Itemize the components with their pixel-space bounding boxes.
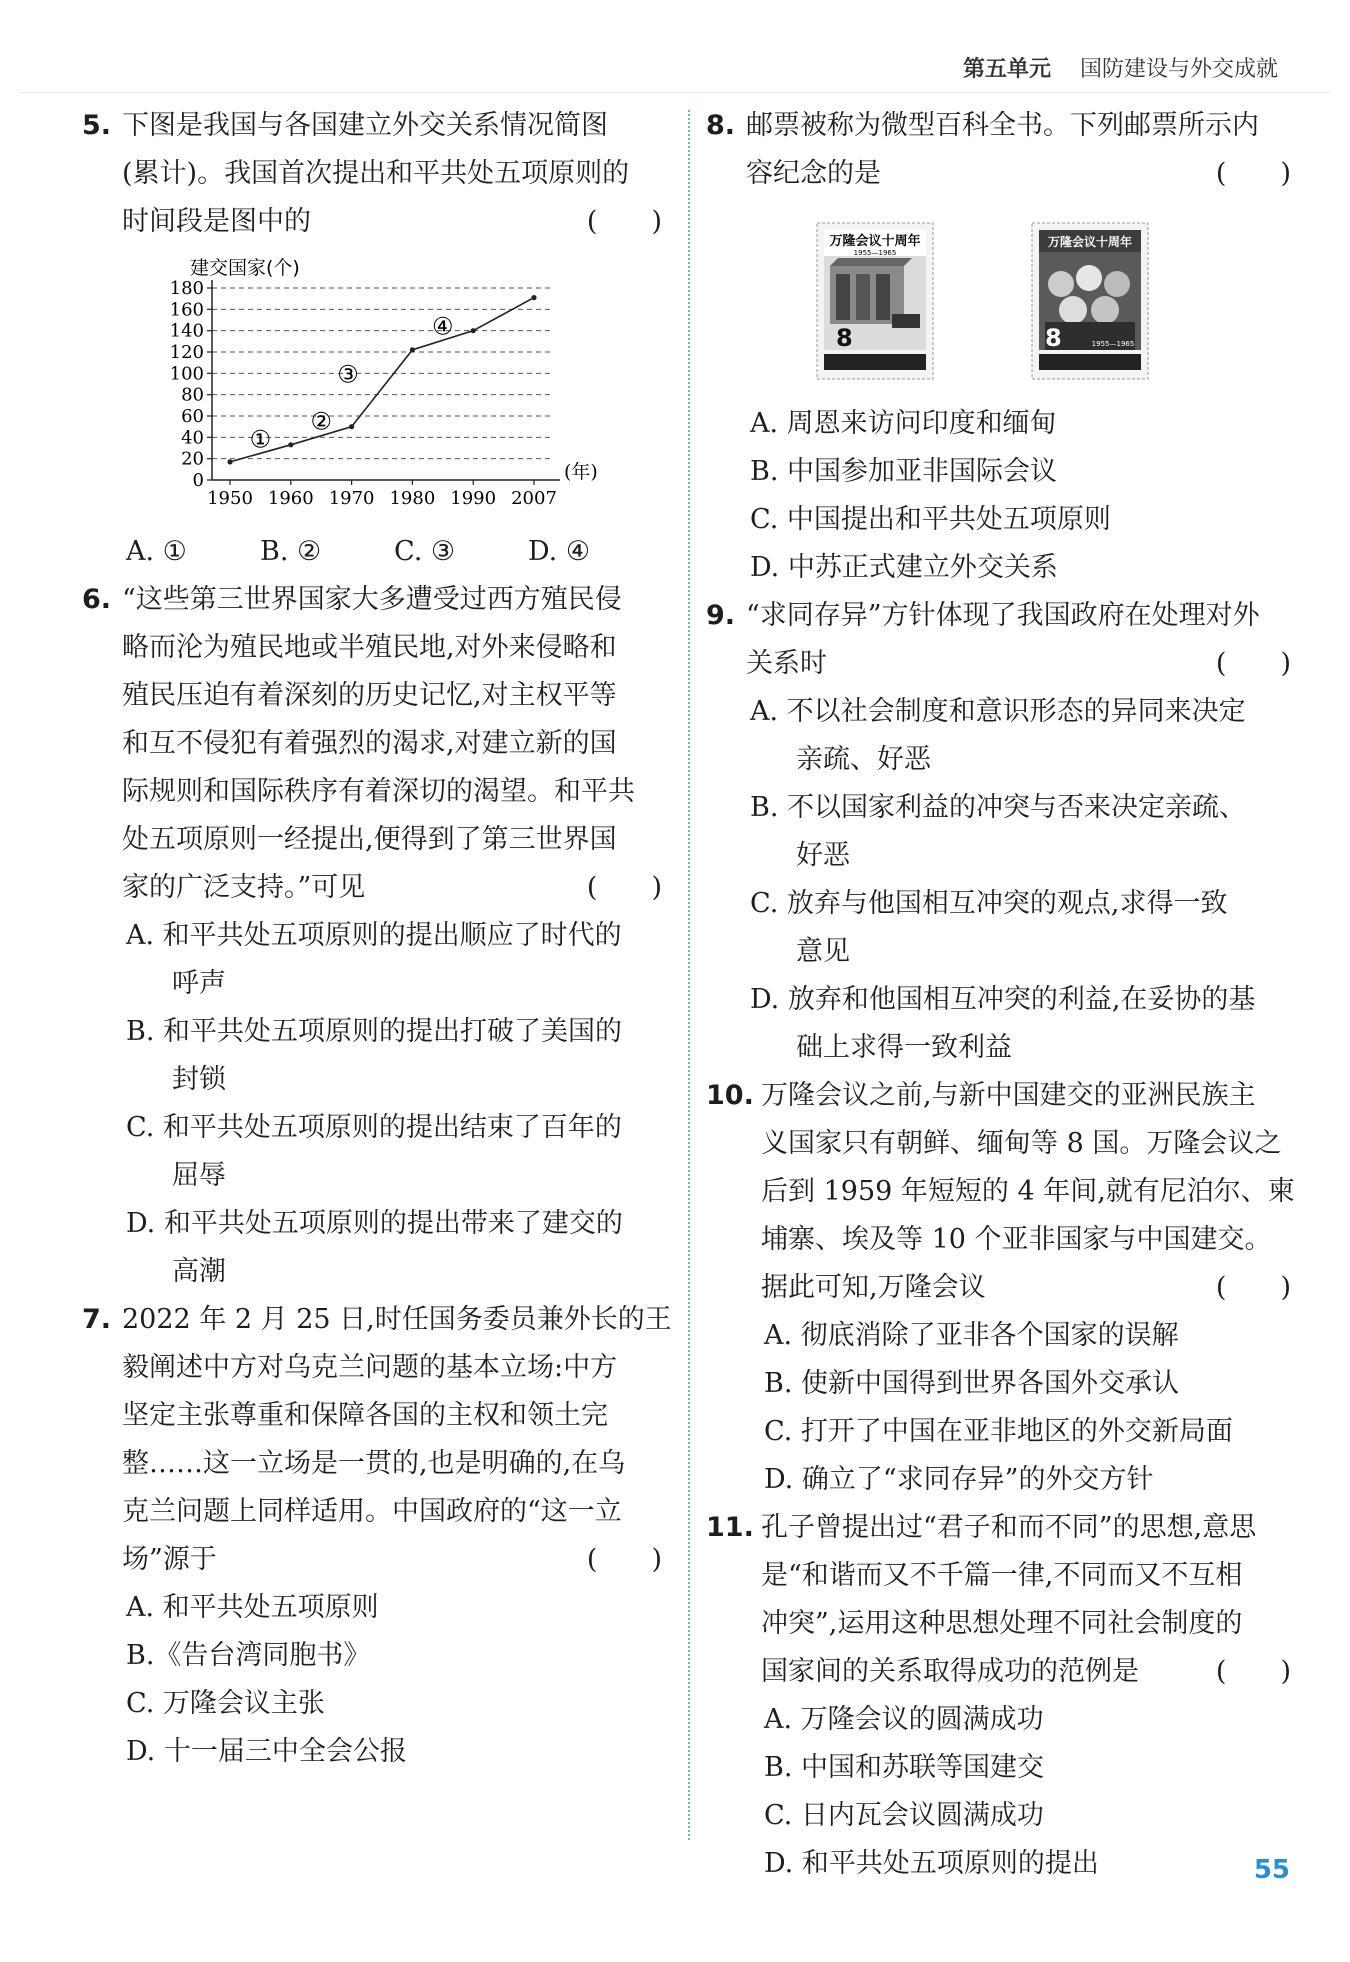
option-c[interactable]: C. 打开了中国在亚非地区的外交新局面: [764, 1416, 1233, 1447]
question-text-line: 埔寨、埃及等 10 个亚非国家与中国建交。: [761, 1224, 1272, 1255]
question-text-line: 处五项原则一经提出,便得到了第三世界国: [122, 824, 617, 855]
header-rule: [20, 92, 1330, 93]
x-tick-label: 1980: [389, 488, 436, 509]
option-c[interactable]: C. 放弃与他国相互冲突的观点,求得一致 意见: [750, 888, 1228, 967]
question-text-line: 和互不侵犯有着强烈的渴求,对建立新的国: [122, 728, 617, 759]
question-7: [82, 1296, 672, 1776]
segment-label: ②: [310, 407, 332, 436]
right-column: [706, 102, 1295, 1888]
question-text-line: 场”源于: [122, 1544, 217, 1575]
option-c[interactable]: C. 日内瓦会议圆满成功: [764, 1800, 1044, 1831]
page-header: [963, 52, 1278, 83]
option-a[interactable]: A. ①: [126, 536, 187, 567]
question-text-line: 是“和谐而又不千篇一律,不同而又不互相: [761, 1560, 1243, 1591]
question-6: [82, 576, 662, 1296]
question-text-line: “这些第三世界国家大多遭受过西方殖民侵: [122, 584, 622, 615]
x-axis-unit: (年): [564, 461, 598, 483]
y-tick-label: 120: [169, 342, 204, 363]
option-d[interactable]: D. 放弃和他国相互冲突的利益,在妥协的基 础上求得一致利益: [750, 984, 1256, 1063]
question-number: 7.: [82, 1304, 112, 1335]
data-point: [410, 347, 415, 352]
options-row: [82, 528, 662, 576]
data-point: [531, 295, 536, 300]
diplomatic-relations-chart: [122, 252, 598, 522]
question-5: [82, 102, 662, 576]
page-number: 55: [1253, 1855, 1290, 1885]
question-text-line: 容纪念的是: [746, 158, 881, 189]
y-tick-label: 100: [169, 363, 204, 385]
question-text-line: 整……这一立场是一贯的,也是明确的,在乌: [122, 1448, 626, 1479]
question-number: 6.: [82, 584, 112, 615]
option-d[interactable]: D. 和平共处五项原则的提出带来了建交的 高潮: [126, 1208, 623, 1287]
data-point: [349, 424, 354, 429]
option-c[interactable]: C. 中国提出和平共处五项原则: [750, 504, 1111, 535]
y-tick-label: 0: [192, 470, 204, 491]
question-text-line: 关系时: [746, 648, 827, 679]
y-tick-label: 160: [169, 299, 204, 321]
option-c[interactable]: C. 和平共处五项原则的提出结束了百年的 屈辱: [126, 1112, 622, 1191]
question-8: [706, 102, 1291, 592]
question-text-line: 邮票被称为微型百科全书。下列邮票所示内: [746, 110, 1259, 141]
question-text-line: (累计)。我国首次提出和平共处五项原则的: [122, 158, 630, 189]
answer-bracket[interactable]: ( ): [586, 872, 662, 903]
option-a[interactable]: A. 和平共处五项原则: [126, 1592, 379, 1623]
y-tick-label: 60: [181, 406, 204, 427]
question-text-line: 冲突”,运用这种思想处理不同社会制度的: [761, 1608, 1243, 1639]
option-a[interactable]: A. 和平共处五项原则的提出顺应了时代的 呼声: [126, 920, 622, 999]
x-tick-label: 1970: [328, 488, 375, 509]
option-a[interactable]: A. 不以社会制度和意识形态的异同来决定 亲疏、好恶: [750, 696, 1246, 775]
answer-bracket[interactable]: ( ): [586, 206, 662, 237]
question-number: 11.: [706, 1512, 754, 1543]
stamp-value: 8: [836, 324, 853, 352]
x-tick-label: 1990: [450, 488, 497, 509]
question-number: 10.: [706, 1080, 754, 1111]
segment-label: ①: [249, 425, 272, 454]
y-tick-label: 20: [181, 448, 204, 470]
answer-bracket[interactable]: ( ): [1215, 1272, 1291, 1303]
question-11: [706, 1504, 1291, 1888]
option-d[interactable]: D. ④: [528, 536, 591, 567]
stamp-years: 1955—1965: [853, 249, 897, 257]
option-d[interactable]: D. 十一届三中全会公报: [126, 1736, 407, 1767]
stamp-value: 8: [1045, 324, 1062, 352]
data-point: [288, 442, 293, 447]
stamp-years: 1955—1965: [1091, 340, 1135, 348]
segment-label: ③: [337, 360, 359, 389]
option-b[interactable]: B. 不以国家利益的冲突与否来决定亲疏、 好恶: [750, 792, 1247, 871]
question-text-line: 义国家只有朝鲜、缅甸等 8 国。万隆会议之: [761, 1128, 1282, 1159]
option-c[interactable]: C. ③: [394, 536, 456, 567]
question-text-line: 国家间的关系取得成功的范例是: [761, 1656, 1139, 1687]
option-b[interactable]: B.《告台湾同胞书》: [126, 1640, 371, 1671]
question-text-line: 据此可知,万隆会议: [761, 1272, 986, 1303]
data-point: [227, 459, 232, 464]
unit-title: 国防建设与外交成就: [1079, 57, 1278, 82]
stamp-1: [816, 222, 934, 380]
option-b[interactable]: B. 中国参加亚非国际会议: [750, 456, 1058, 487]
option-c[interactable]: C. 万隆会议主张: [126, 1688, 325, 1719]
question-text-line: 坚定主张尊重和保障各国的主权和领土完: [122, 1400, 608, 1431]
y-tick-label: 180: [169, 278, 204, 299]
stamps-figure: [706, 222, 1291, 382]
question-text-line: 孔子曾提出过“君子和而不同”的思想,意思: [761, 1512, 1257, 1543]
option-b[interactable]: B. 和平共处五项原则的提出打破了美国的 封锁: [126, 1016, 623, 1095]
question-9: [706, 592, 1291, 1072]
left-column: [82, 102, 672, 1776]
question-number: 9.: [706, 600, 736, 631]
stamp-2: [1031, 222, 1149, 380]
answer-bracket[interactable]: ( ): [1215, 648, 1291, 679]
option-b[interactable]: B. ②: [260, 536, 322, 567]
stamp-title: 万隆会议十周年: [829, 234, 921, 249]
question-text-line: 克兰问题上同样适用。中国政府的“这一立: [122, 1496, 622, 1527]
unit-label: 第五单元: [962, 57, 1051, 82]
question-10: [706, 1072, 1295, 1504]
option-a[interactable]: A. 万隆会议的圆满成功: [764, 1704, 1044, 1735]
segment-label: ④: [432, 312, 454, 341]
x-tick-label: 1950: [207, 488, 253, 509]
question-text-line: 毅阐述中方对乌克兰问题的基本立场:中方: [122, 1352, 618, 1383]
question-number: 8.: [706, 110, 736, 141]
option-d[interactable]: D. 确立了“求同存异”的外交方针: [764, 1464, 1154, 1495]
y-tick-label: 40: [181, 427, 204, 449]
question-text-line: 略而沦为殖民地或半殖民地,对外来侵略和: [122, 632, 617, 663]
answer-bracket[interactable]: ( ): [586, 1544, 662, 1575]
question-text-line: 殖民压迫有着深刻的历史记忆,对主权平等: [122, 680, 617, 711]
stamp-title: 万隆会议十周年: [1047, 235, 1133, 249]
column-divider: [688, 110, 690, 1840]
option-a[interactable]: A. 彻底消除了亚非各个国家的误解: [764, 1320, 1179, 1351]
question-text-line: 2022 年 2 月 25 日,时任国务委员兼外长的王: [122, 1304, 672, 1335]
option-d[interactable]: D. 中苏正式建立外交关系: [750, 552, 1058, 583]
question-text-line: 后到 1959 年短短的 4 年间,就有尼泊尔、柬: [761, 1176, 1295, 1207]
x-tick-label: 2007: [511, 488, 557, 509]
answer-bracket[interactable]: ( ): [1215, 158, 1291, 189]
y-axis-label: 建交国家(个): [190, 257, 300, 279]
option-b[interactable]: B. 中国和苏联等国建交: [764, 1752, 1045, 1783]
y-tick-label: 80: [181, 384, 204, 406]
y-tick-label: 140: [169, 320, 204, 342]
question-text-line: 时间段是图中的: [122, 206, 311, 237]
question-text-line: 家的广泛支持。”可见: [122, 872, 366, 903]
answer-bracket[interactable]: ( ): [1215, 1656, 1291, 1687]
question-text-line: 际规则和国际秩序有着深切的渴望。和平共: [122, 776, 635, 807]
question-text-line: 下图是我国与各国建立外交关系情况简图: [122, 110, 608, 141]
option-d[interactable]: D. 和平共处五项原则的提出: [764, 1848, 1099, 1879]
data-point: [471, 328, 476, 333]
option-b[interactable]: B. 使新中国得到世界各国外交承认: [764, 1368, 1180, 1399]
question-number: 5.: [82, 110, 112, 141]
question-text-line: “求同存异”方针体现了我国政府在处理对外: [746, 600, 1260, 631]
option-a[interactable]: A. 周恩来访问印度和缅甸: [750, 408, 1057, 439]
question-text-line: 万隆会议之前,与新中国建交的亚洲民族主: [761, 1080, 1256, 1111]
x-tick-label: 1960: [267, 488, 314, 509]
